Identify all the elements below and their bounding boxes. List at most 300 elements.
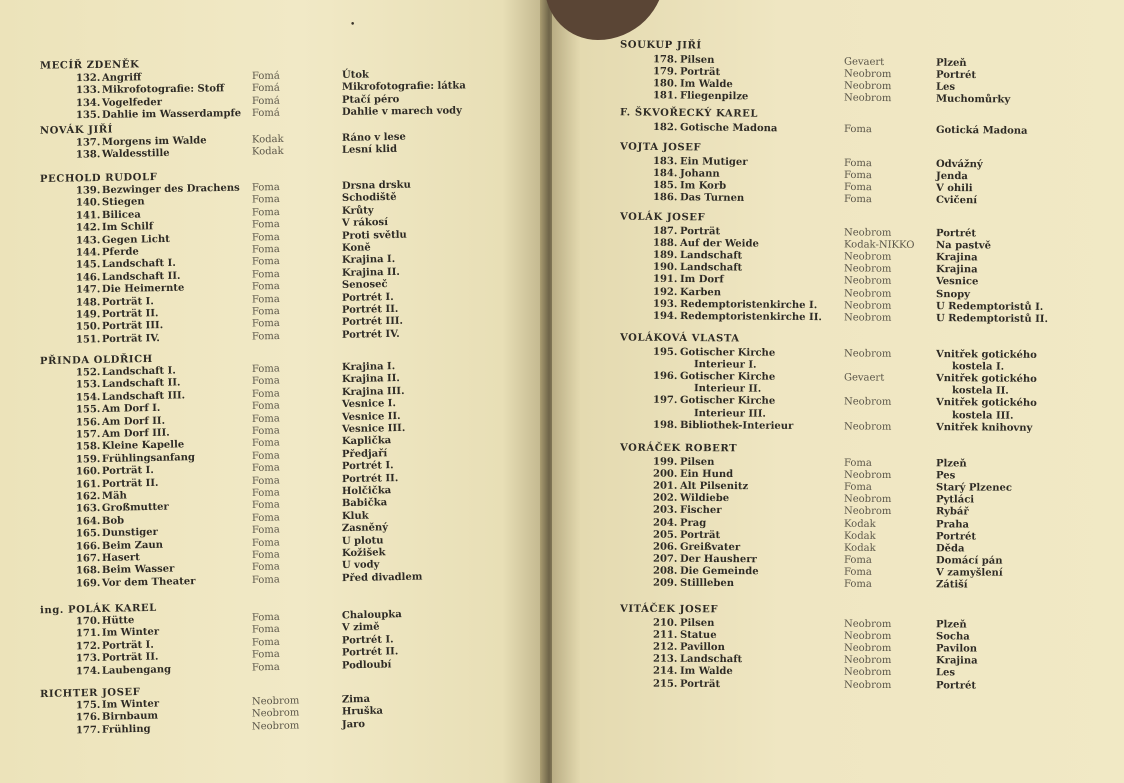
entry-number: 141. <box>75 209 101 222</box>
entry-paper: Gevaert <box>843 56 885 68</box>
entry-czech-title: U Redemptoristů II. <box>935 312 1049 325</box>
entry-czech-title: Zasněný <box>341 522 389 535</box>
entry-number: 187. <box>652 225 678 238</box>
entry-paper: Foma <box>251 412 280 425</box>
entry-paper: Foma <box>251 574 280 586</box>
entry-number: 165. <box>75 528 101 540</box>
entry-czech-title: Les <box>935 667 956 679</box>
entry-czech-title: Ptačí péro <box>341 94 400 106</box>
entry-czech-title: Muchomůrky <box>935 93 1011 106</box>
entry-number: 163. <box>75 503 101 515</box>
entry-czech-title: Portrét <box>935 679 977 692</box>
entry-czech-title-continued: kostela I. <box>951 361 1005 373</box>
entry-title: Im Winter <box>101 626 160 640</box>
entry-czech-title: Pavilon <box>935 643 978 655</box>
entry-paper: Neobrom <box>843 68 892 81</box>
entry-title: Im Dorf <box>679 274 724 286</box>
entry-title: Pilsen <box>679 617 715 629</box>
entry-czech-title: Vnitřek gotického <box>935 373 1037 386</box>
entry-title: Pavillon <box>679 641 725 654</box>
entry-czech-title: Socha <box>935 631 970 643</box>
entry-paper: Foma <box>251 549 280 561</box>
entry-number: 166. <box>75 540 101 553</box>
entry-title: Dunstiger <box>101 527 158 540</box>
entry-title: Landschaft I. <box>101 258 176 271</box>
entry-title: Porträt I. <box>101 295 154 308</box>
entry-paper: Fomá <box>251 70 280 82</box>
entry-paper: Foma <box>251 206 280 219</box>
entry-czech-title: Předjaří <box>341 448 388 460</box>
entry-czech-title: Pes <box>935 470 956 482</box>
entry-number: 206. <box>652 541 678 553</box>
entry-title: Pilsen <box>679 456 715 468</box>
entry-czech-title: Vesnice III. <box>341 422 406 436</box>
entry-title: Porträt <box>679 529 721 541</box>
entry-number: 139. <box>75 185 101 197</box>
artist-heading: VITÁČEK JOSEF <box>619 603 719 616</box>
entry-number: 203. <box>652 504 678 517</box>
entry-czech-title: Mikrofotografie: látka <box>341 80 466 94</box>
entry-czech-title: Kožišek <box>341 547 386 560</box>
entry-paper: Foma <box>251 499 280 512</box>
artist-heading: VOLÁKOVÁ VLASTA <box>619 332 740 345</box>
entry-title: Fliegenpilze <box>679 90 749 103</box>
entry-czech-title: Krajina I. <box>341 254 396 267</box>
entry-czech-title: Krajina <box>935 264 978 276</box>
entry-paper: Foma <box>251 649 280 661</box>
entry-number: 140. <box>75 197 101 210</box>
entry-number: 132. <box>75 72 101 85</box>
entry-title: Angriff <box>101 72 142 84</box>
entry-czech-title: Senoseč <box>341 279 388 292</box>
entry-number: 200. <box>652 468 678 480</box>
entry-title: Laubengang <box>101 663 172 677</box>
entry-czech-title: Portrét II. <box>341 303 399 316</box>
entry-title: Im Walde <box>679 666 733 678</box>
entry-title: Beim Wasser <box>101 563 175 577</box>
entry-title: Pferde <box>101 246 139 259</box>
entry-czech-title: U Redemptoristů I. <box>935 300 1044 313</box>
entry-czech-title: Portrét <box>935 69 977 82</box>
entry-title: Fischer <box>679 505 722 517</box>
entry-paper: Kodak <box>251 133 284 146</box>
entry-number: 168. <box>75 565 101 577</box>
entry-paper: Foma <box>251 330 280 343</box>
entry-paper: Foma <box>843 123 872 136</box>
entry-title: Bibliothek-Interieur <box>679 419 794 432</box>
entry-paper: Foma <box>251 194 280 206</box>
entry-czech-title: Vnitřek gotického <box>935 397 1037 410</box>
entry-czech-title: Vesnice <box>935 276 979 288</box>
entry-paper: Neobrom <box>843 420 892 433</box>
entry-paper: Neobrom <box>843 494 892 506</box>
entry-czech-title: Krajina <box>935 252 978 264</box>
entry-czech-title: Portrét <box>935 228 977 240</box>
entry-number: 199. <box>652 456 678 468</box>
entry-czech-title: Praha <box>935 518 970 531</box>
entry-number: 189. <box>652 249 678 262</box>
entry-paper: Kodak <box>843 542 876 554</box>
entry-czech-title: Portrét III. <box>341 316 404 329</box>
entry-title: Wildiebe <box>679 493 730 505</box>
entry-czech-title: V rákosí <box>341 217 389 230</box>
entry-title: Porträt II. <box>101 477 159 490</box>
entry-paper: Gevaert <box>843 372 885 384</box>
entry-title: Porträt <box>679 678 721 690</box>
entry-czech-title: Gotická Madona <box>935 124 1028 137</box>
entry-title: Mäh <box>101 490 127 502</box>
entry-number: 195. <box>652 346 678 359</box>
entry-paper: Foma <box>251 561 280 574</box>
entry-czech-title: Útok <box>341 69 369 81</box>
entry-number: 205. <box>652 529 678 541</box>
entry-paper: Foma <box>251 487 280 499</box>
entry-title: Gegen Licht <box>101 233 170 246</box>
entry-paper: Foma <box>251 256 280 268</box>
entry-paper: Kodak <box>843 530 876 542</box>
entry-paper: Foma <box>251 293 280 306</box>
entry-title: Die Heimernte <box>101 282 185 296</box>
entry-number: 153. <box>75 379 101 391</box>
entry-czech-title: Drsna drsku <box>341 179 411 192</box>
entry-paper: Foma <box>251 437 280 450</box>
entry-paper: Neobrom <box>843 642 892 655</box>
entry-paper: Foma <box>251 268 280 281</box>
entry-number: 197. <box>652 395 678 407</box>
right-page <box>552 0 1124 783</box>
entry-paper: Neobrom <box>843 312 892 324</box>
entry-title: Stillleben <box>679 577 735 590</box>
entry-paper: Neobrom <box>843 80 892 93</box>
entry-number: 210. <box>652 617 678 629</box>
entry-number: 179. <box>652 66 678 78</box>
entry-number: 196. <box>652 370 678 383</box>
entry-czech-title: Lesní klid <box>341 144 398 157</box>
entry-paper: Neobrom <box>843 618 892 631</box>
entry-title: Am Dorf III. <box>101 427 170 440</box>
entry-paper: Foma <box>251 400 280 413</box>
entry-title: Am Dorf I. <box>101 402 161 416</box>
entry-title: Porträt III. <box>101 320 164 333</box>
entry-czech-title: Domácí pán <box>935 555 1003 567</box>
entry-czech-title: Na pastvě <box>935 240 992 252</box>
entry-paper: Foma <box>843 170 872 182</box>
entry-title: Karben <box>679 286 722 298</box>
entry-paper: Foma <box>251 524 280 537</box>
entry-title: Landschaft <box>679 262 743 274</box>
entry-title: Landschaft II. <box>101 377 181 391</box>
entry-title: Morgens im Walde <box>101 135 207 149</box>
entry-title: Redemptoristenkirche I. <box>679 298 818 311</box>
entry-title: Mikrofotografie: Stoff <box>101 83 225 97</box>
entry-number: 154. <box>75 391 101 404</box>
entry-number: 192. <box>652 286 678 298</box>
entry-paper: Foma <box>251 536 280 549</box>
entry-number: 204. <box>652 517 678 529</box>
entry-number: 157. <box>75 428 101 441</box>
entry-paper: Neobrom <box>251 707 300 720</box>
entry-title: Im Walde <box>679 78 733 91</box>
entry-czech-title: Vesnice II. <box>341 410 401 423</box>
entry-czech-title: Krajina II. <box>341 266 400 279</box>
entry-title: Porträt I. <box>101 639 154 652</box>
entry-paper: Foma <box>251 305 280 318</box>
entry-paper: Neobrom <box>843 299 892 312</box>
entry-number: 172. <box>75 640 101 653</box>
entry-number: 176. <box>75 712 101 724</box>
entry-paper: Foma <box>251 181 280 194</box>
entry-czech-title: Krajina III. <box>341 385 405 398</box>
entry-number: 191. <box>652 274 678 286</box>
entry-czech-title-continued: kostela II. <box>951 385 1009 397</box>
entry-title-continued: Interieur III. <box>693 407 766 420</box>
entry-title: Pilsen <box>679 54 715 66</box>
entry-paper: Neobrom <box>843 287 892 300</box>
catalog-entry <box>552 577 1124 592</box>
entry-czech-title: Jenda <box>935 170 968 183</box>
entry-paper: Neobrom <box>843 506 892 518</box>
entry-title: Landschaft <box>679 654 743 666</box>
entry-czech-title: Snopy <box>935 288 971 300</box>
entry-title: Bob <box>101 515 125 527</box>
entry-number: 170. <box>75 615 101 628</box>
entry-czech-title: Portrét I. <box>341 460 394 473</box>
entry-title: Großmutter <box>101 502 169 515</box>
entry-paper: Neobrom <box>843 469 892 482</box>
artist-heading: RICHTER JOSEF <box>39 686 141 701</box>
entry-number: 173. <box>75 652 101 665</box>
entry-number: 146. <box>75 271 101 284</box>
entry-czech-title: Kluk <box>341 510 369 522</box>
entry-czech-title: Portrét I. <box>341 634 394 647</box>
entry-number: 207. <box>652 553 678 565</box>
entry-paper: Kodak <box>251 146 284 158</box>
entry-number: 209. <box>652 577 678 589</box>
entry-czech-title: Portrét <box>935 530 977 543</box>
entry-number: 137. <box>75 137 101 149</box>
entry-number: 161. <box>75 478 101 491</box>
entry-title: Alt Pilsenitz <box>679 480 749 493</box>
entry-number: 169. <box>75 577 101 590</box>
entry-number: 190. <box>652 262 678 274</box>
entry-czech-title: Kaplička <box>341 435 392 448</box>
entry-paper: Foma <box>251 624 280 636</box>
entry-title: Hasert <box>101 552 140 564</box>
entry-title: Auf der Weide <box>679 238 759 250</box>
entry-title: Landschaft III. <box>101 390 186 403</box>
entry-paper: Fomá <box>251 83 280 95</box>
entry-czech-title: Plzeň <box>935 458 967 470</box>
entry-title: Vor dem Theater <box>101 575 196 589</box>
entry-czech-title: Dahlie v marech vody <box>341 105 463 119</box>
entry-number: 147. <box>75 284 101 296</box>
entry-number: 138. <box>75 149 101 162</box>
entry-number: 162. <box>75 490 101 503</box>
entry-number: 178. <box>652 54 678 66</box>
artist-heading: MECÍŘ ZDENĚK <box>39 59 140 72</box>
entry-title: Bilicea <box>101 209 141 221</box>
entry-number: 181. <box>652 90 678 102</box>
entry-paper: Foma <box>251 474 280 487</box>
entry-paper: Foma <box>843 194 872 206</box>
artist-heading: ing. POLÁK KAREL <box>39 602 157 617</box>
artist-heading: NOVÁK JIŘÍ <box>39 124 114 137</box>
entry-number: 143. <box>75 234 101 247</box>
artist-heading: VOLÁK JOSEF <box>619 211 706 224</box>
artist-heading: PŘINDA OLDŘICH <box>39 353 153 368</box>
entry-title: Landschaft I. <box>101 365 176 378</box>
entry-title: Porträt I. <box>101 465 154 478</box>
page-dot: • <box>350 20 356 30</box>
entry-paper: Foma <box>843 157 872 170</box>
entry-paper: Foma <box>251 318 280 330</box>
entry-czech-title: Chaloupka <box>341 609 402 622</box>
entry-paper: Foma <box>843 566 872 578</box>
entry-paper: Foma <box>843 182 872 194</box>
entry-title: Frühlingsanfang <box>101 451 196 465</box>
entry-number: 174. <box>75 665 101 677</box>
entry-paper: Foma <box>251 636 280 649</box>
entry-title: Statue <box>679 629 717 642</box>
artist-heading: F. ŠKVOŘECKÝ KAREL <box>619 107 759 120</box>
entry-number: 171. <box>75 628 101 640</box>
entry-title: Im Winter <box>101 698 160 711</box>
entry-paper: Fomá <box>251 95 280 107</box>
catalog-entry <box>552 121 1124 139</box>
entry-number: 156. <box>75 416 101 429</box>
entry-paper: Neobrom <box>843 275 892 288</box>
entry-paper: Foma <box>251 512 280 524</box>
entry-czech-title: V zimě <box>341 622 380 634</box>
entry-number: 149. <box>75 309 101 321</box>
entry-number: 133. <box>75 85 101 97</box>
entry-title: Gotischer Kirche <box>679 371 776 383</box>
entry-number: 167. <box>75 552 101 565</box>
entry-paper: Foma <box>843 554 872 566</box>
entry-czech-title: Vnitřek gotického <box>935 349 1037 361</box>
entry-title: Das Turnen <box>679 192 745 205</box>
entry-paper: Foma <box>843 578 872 590</box>
entry-czech-title: Jaro <box>341 718 366 731</box>
entry-number: 211. <box>652 629 678 641</box>
entry-czech-title: Cvičení <box>935 195 978 207</box>
entry-czech-title: Babička <box>341 497 388 510</box>
entry-paper: Neobrom <box>843 396 892 409</box>
entry-number: 201. <box>652 480 678 492</box>
entry-paper: Neobrom <box>843 679 892 691</box>
entry-number: 158. <box>75 441 101 453</box>
entry-title: Landschaft II. <box>101 270 181 283</box>
entry-number: 142. <box>75 222 101 234</box>
entry-czech-title: V ohili <box>935 183 973 195</box>
entry-title: Landschaft <box>679 250 743 262</box>
entry-title: Redemptoristenkirche II. <box>679 310 822 323</box>
entry-number: 177. <box>75 724 101 737</box>
entry-czech-title: Vnitřek knihovny <box>935 421 1033 434</box>
entry-czech-title: Koně <box>341 242 371 254</box>
entry-czech-title: Portrét II. <box>341 646 399 659</box>
entry-czech-title: Plzeň <box>935 57 967 69</box>
entry-czech-title: U vody <box>341 559 380 572</box>
entry-number: 215. <box>652 678 678 690</box>
entry-title: Ein Hund <box>679 468 734 481</box>
entry-paper: Foma <box>251 661 280 674</box>
entry-title: Birnbaum <box>101 710 159 724</box>
entry-number: 208. <box>652 565 678 577</box>
entry-paper: Neobrom <box>843 251 892 263</box>
entry-czech-title: Podloubí <box>341 658 392 672</box>
entry-paper: Foma <box>251 243 280 256</box>
entry-title: Porträt <box>679 226 721 238</box>
entry-czech-title: Pytláci <box>935 494 975 506</box>
entry-czech-title: Portrét II. <box>341 472 399 485</box>
entry-title: Beim Zaun <box>101 539 164 552</box>
entry-number: 148. <box>75 296 101 309</box>
entry-paper: Foma <box>251 462 280 475</box>
entry-paper: Foma <box>251 388 280 400</box>
entry-paper: Neobrom <box>251 695 300 708</box>
entry-title: Stiegen <box>101 196 145 209</box>
entry-number: 159. <box>75 453 101 466</box>
entry-czech-title: Proti světlu <box>341 229 407 242</box>
entry-number: 175. <box>75 699 101 712</box>
entry-number: 185. <box>652 180 678 192</box>
entry-paper: Foma <box>251 450 280 462</box>
entry-number: 182. <box>652 122 678 134</box>
entry-number: 180. <box>652 78 678 90</box>
entry-czech-title: Krajina II. <box>341 373 400 386</box>
entry-number: 186. <box>652 192 678 204</box>
entry-paper: Foma <box>251 375 280 388</box>
entry-czech-title: Ráno v lese <box>341 131 406 144</box>
entry-paper: Foma <box>843 481 872 494</box>
entry-czech-title: Hruška <box>341 705 384 718</box>
entry-title: Johann <box>679 168 720 180</box>
entry-title: Bezwinger des Drachens <box>101 182 240 197</box>
entry-number: 164. <box>75 515 101 528</box>
entry-paper: Kodak <box>843 518 876 530</box>
entry-czech-title: Děda <box>935 542 965 555</box>
entry-czech-title: Krůty <box>341 205 374 217</box>
entry-czech-title: Krajina I. <box>341 361 396 374</box>
entry-number: 145. <box>75 259 101 272</box>
entry-paper: Neobrom <box>843 667 892 679</box>
entry-title-continued: Interieur I. <box>693 359 757 371</box>
entry-paper: Neobrom <box>843 92 892 105</box>
entry-title: Die Gemeinde <box>679 565 759 578</box>
left-page <box>0 0 546 783</box>
entry-paper: Foma <box>251 425 280 437</box>
entry-title: Kleine Kapelle <box>101 439 185 453</box>
entry-title: Ein Mutiger <box>679 156 748 168</box>
entry-title: Gotischer Kirche <box>679 395 776 408</box>
entry-czech-title: Portrét I. <box>341 291 394 304</box>
entry-title: Prag <box>679 517 707 529</box>
entry-title: Im Korb <box>679 180 727 192</box>
entry-number: 151. <box>75 333 101 346</box>
entry-number: 193. <box>652 298 678 310</box>
entry-czech-title: Schodiště <box>341 192 397 205</box>
entry-title: Im Schilf <box>101 221 154 234</box>
entry-title: Dahlie im Wasserdampfe <box>101 108 242 121</box>
entry-title: Der Hausherr <box>679 553 757 566</box>
entry-number: 198. <box>652 419 678 431</box>
entry-title: Porträt IV. <box>101 332 160 345</box>
entry-number: 212. <box>652 641 678 653</box>
entry-number: 150. <box>75 321 101 334</box>
entry-number: 188. <box>652 237 678 250</box>
entry-number: 183. <box>652 156 678 168</box>
